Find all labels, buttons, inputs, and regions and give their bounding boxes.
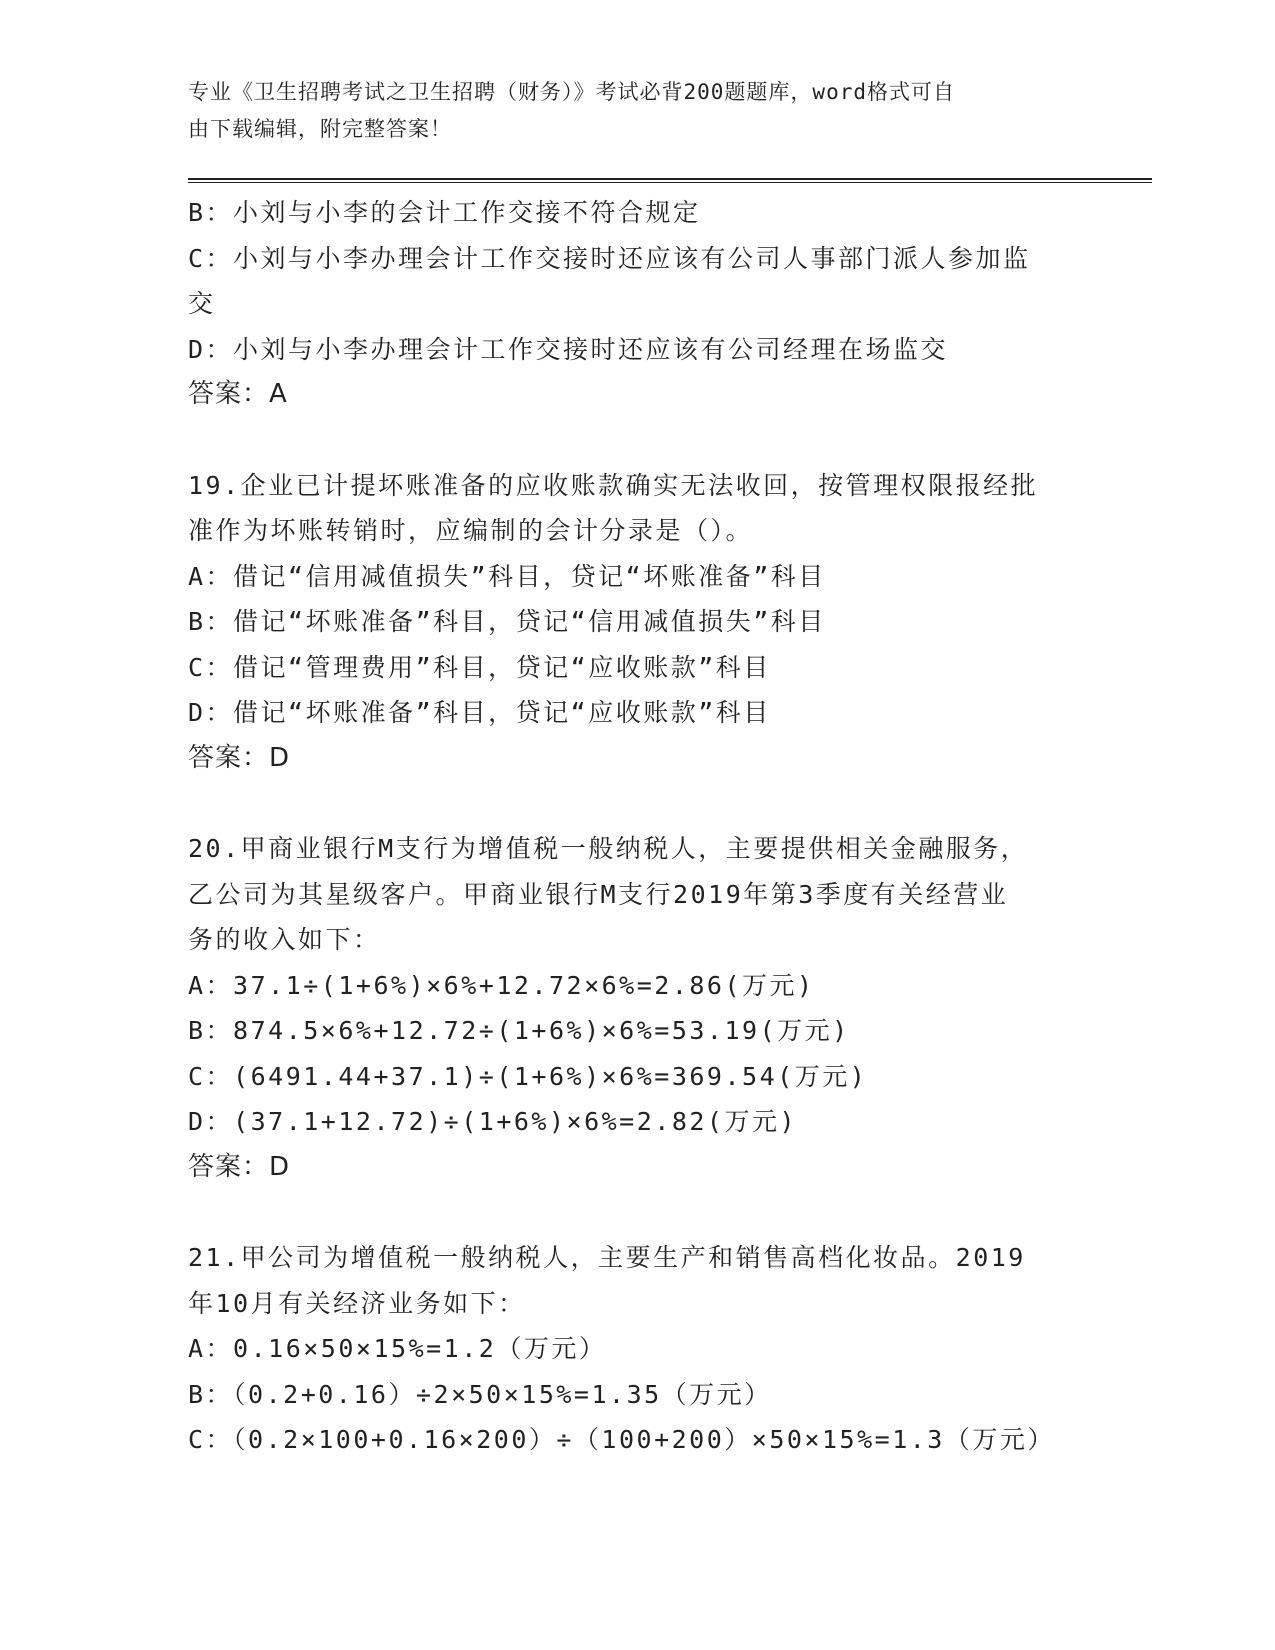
document-header — [188, 74, 1088, 148]
question-21 — [188, 1235, 1088, 1463]
option-d: D：小刘与小李办理会计工作交接时还应该有公司经理在场监交 — [188, 334, 949, 364]
answer: 答案：D — [188, 1151, 291, 1182]
header-rule-thin — [188, 182, 1152, 183]
option-c: C：（0.2×100+0.16×200）÷（100+200）×50×15%=1.3（万元） — [188, 1425, 1055, 1454]
question-19 — [188, 463, 1088, 782]
option-b: B：（0.2+0.16）÷2×50×15%=1.35（万元） — [188, 1379, 772, 1409]
question-stem: 年10月有关经济业务如下： — [188, 1288, 526, 1318]
question-stem: 乙公司为其星级客户。甲商业银行M支行2019年第3季度有关经营业 — [188, 879, 1009, 909]
option-c-line-1: C：小刘与小李办理会计工作交接时还应该有公司人事部门派人参加监 — [188, 243, 1031, 273]
header-line-2: 由下载编辑，附完整答案！ — [188, 117, 452, 141]
question-content — [188, 190, 1088, 1463]
option-a: A：37.1÷(1+6%)×6%+12.72×6%=2.86(万元) — [188, 970, 815, 1000]
answer: 答案：A — [188, 379, 288, 409]
option-d: D：借记“坏账准备”科目，贷记“应收账款”科目 — [188, 698, 771, 727]
option-d: D：(37.1+12.72)÷(1+6%)×6%=2.82(万元) — [188, 1107, 798, 1136]
answer: 答案：D — [188, 742, 291, 773]
option-b: B：借记“坏账准备”科目，贷记“信用减值损失”科目 — [188, 607, 826, 636]
question-stem: 准作为坏账转销时，应编制的会计分录是（）。 — [188, 516, 754, 545]
option-c: C：(6491.44+37.1)÷(1+6%)×6%=369.54(万元) — [188, 1061, 868, 1091]
spacer — [188, 418, 1088, 463]
question-stem: 19.企业已计提坏账准备的应收账款确实无法收回，按管理权限报经批 — [188, 470, 1039, 500]
question-stem: 21.甲公司为增值税一般纳税人，主要生产和销售高档化妆品。2019 — [188, 1243, 1026, 1272]
spacer — [188, 1190, 1088, 1235]
option-b: B：874.5×6%+12.72÷(1+6%)×6%=53.19(万元) — [188, 1016, 850, 1045]
question-20 — [188, 826, 1088, 1190]
option-b: B：小刘与小李的会计工作交接不符合规定 — [188, 198, 701, 227]
option-a: A：借记“信用减值损失”科目，贷记“坏账准备”科目 — [188, 561, 826, 591]
option-c: C：借记“管理费用”科目，贷记“应收账款”科目 — [188, 652, 771, 682]
question-stem: 20.甲商业银行M支行为增值税一般纳税人，主要提供相关金融服务， — [188, 834, 1029, 863]
option-c-line-2: 交 — [188, 289, 216, 318]
option-a: A：0.16×50×15%=1.2（万元） — [188, 1334, 607, 1363]
question-stem: 务的收入如下： — [188, 925, 381, 954]
spacer — [188, 781, 1088, 826]
header-line-1: 专业《卫生招聘考试之卫生招聘（财务）》考试必背200题题库，word格式可自 — [188, 80, 955, 104]
header-rule — [188, 178, 1152, 180]
